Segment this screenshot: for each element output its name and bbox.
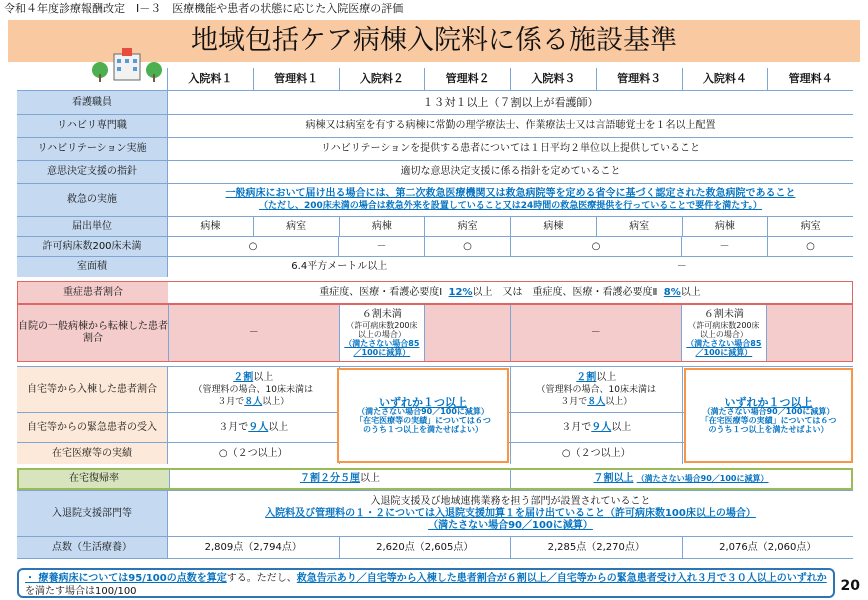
- unit-cell: 病棟: [167, 217, 253, 236]
- row-label: 自宅等からの緊急患者の受入: [17, 413, 167, 442]
- breadcrumb: 令和４年度診療報酬改定 Ⅰ－３ 医療機能や患者の状態に応じた入院医療の評価: [4, 2, 404, 15]
- transfer-sub4: ／100に減算）: [695, 348, 753, 357]
- col-header: 入院料４: [682, 68, 768, 90]
- home-care-value: ○（２つ以上）: [510, 443, 682, 464]
- discharge-l1: 入退院支援及び地域連携業務を担う部門が設置されていること: [370, 495, 651, 507]
- return-b: 以上: [360, 473, 380, 484]
- room-left: 6.4平方メートル以上: [167, 257, 511, 277]
- either-s3: のうち１つ以上を満たせばよい）: [363, 424, 483, 434]
- either-s2: 「在宅医療等の実績」については６つ: [700, 415, 837, 425]
- transfer-sub2: 以上の場合）: [357, 330, 406, 339]
- unit-cell: 病室: [767, 217, 853, 236]
- row-label: 重症患者割合: [18, 282, 168, 303]
- row-label: 看護職員: [17, 91, 167, 114]
- accept-c: 以上: [268, 421, 289, 433]
- col-header: 管理料３: [596, 68, 682, 90]
- accept-c: 以上: [611, 421, 632, 433]
- unit-cell: 病室: [253, 217, 339, 236]
- beds-cell: ○: [167, 237, 338, 256]
- col-header: 管理料１: [253, 68, 339, 90]
- home-note3: ８人: [244, 396, 263, 407]
- foot-d: を満たす場合は100/100: [25, 586, 137, 597]
- home-note2: ３月で: [560, 396, 588, 407]
- home-note4: 以上）: [605, 396, 633, 407]
- discharge-l2: 入院料及び管理料の１・２については入退院支援加算１を届け出ていること（許可病床数100床以上の場合）: [265, 507, 756, 519]
- rehab-impl-value: リハビリテーションを提供する患者については１日平均２単位以上提供していること: [167, 138, 853, 160]
- either-main: いずれか１つ以上: [379, 395, 467, 409]
- transfer-empty: [766, 305, 852, 361]
- transfer-sub2: 以上の場合）: [699, 330, 748, 339]
- transfer-sub1: （許可病床数200床: [346, 321, 418, 330]
- discharge-l3: （満たさない場合90／100に減算）: [428, 519, 593, 531]
- row-label: 届出単位: [17, 217, 167, 236]
- accept-a: ３月で: [218, 421, 249, 433]
- points-cell: 2,809点（2,794点）: [167, 537, 339, 558]
- room-right: －: [676, 261, 687, 272]
- row-label: 許可病床数200床未満: [17, 237, 167, 256]
- home-care-value: ○（２つ以上）: [167, 443, 339, 464]
- accept-b: ９人: [248, 421, 269, 433]
- home-main2: 以上: [596, 371, 617, 383]
- col-header: 管理料４: [767, 68, 853, 90]
- either-s1: （満たさない場合90／100に減算）: [357, 406, 489, 416]
- beds-cell: ○: [767, 237, 853, 256]
- either-main: いずれか１つ以上: [724, 395, 813, 409]
- return-d: （満たさない場合90／100に減算）: [636, 474, 769, 483]
- beds-cell: －: [338, 237, 424, 256]
- severity-c: 以上 又は 重症度、医療・看護必要度Ⅱ: [472, 286, 658, 298]
- accept-a: ３月で: [561, 421, 592, 433]
- unit-cell: 病棟: [339, 217, 425, 236]
- transfer-main: ６割未満: [361, 309, 402, 320]
- unit-cell: 病室: [596, 217, 682, 236]
- nurse-value: １３対１以上（７割以上が看護師）: [167, 91, 853, 114]
- row-label: 自宅等から入棟した患者割合: [17, 367, 167, 412]
- severity-b: 12%: [448, 286, 473, 298]
- unit-cell: 病棟: [510, 217, 596, 236]
- emergency-line2: （ただし、200床未満の場合は救急外来を設置していること又は24時間の救急医療提供を行っていることで要件を満たす。）: [258, 201, 763, 211]
- page-title: 地域包括ケア病棟入院料に係る施設基準: [8, 20, 860, 62]
- either-s1: （満たさない場合90／100に減算）: [702, 406, 835, 416]
- unit-cell: 病棟: [682, 217, 768, 236]
- page-number: 20: [840, 578, 860, 594]
- home-note2: ３月で: [217, 396, 245, 407]
- home-note3: ８人: [587, 396, 606, 407]
- decision-value: 適切な意思決定支援に係る指針を定めていること: [167, 161, 853, 183]
- transfer-dash: －: [510, 305, 681, 361]
- row-label: 点数（生活療養）: [17, 537, 167, 558]
- beds-cell: －: [681, 237, 767, 256]
- col-header: 入院料１: [167, 68, 253, 90]
- home-main: ２割: [576, 371, 597, 383]
- points-cell: 2,285点（2,270点）: [510, 537, 682, 558]
- row-label: 在宅復帰率: [19, 470, 169, 488]
- row-label: 在宅医療等の実績: [17, 443, 167, 464]
- home-main: ２割: [233, 371, 254, 383]
- row-label: リハビリ専門職: [17, 115, 167, 137]
- either-s2: 「在宅医療等の実績」については６つ: [355, 415, 491, 425]
- home-main2: 以上: [253, 371, 274, 383]
- home-note1: （管理料の場合、10床未満は: [536, 384, 656, 395]
- foot-a: ・ 療養病床については95/100の点数を算定: [25, 573, 227, 584]
- transfer-sub4: ／100に減算）: [353, 348, 411, 357]
- unit-cell: 病室: [424, 217, 510, 236]
- col-header: 入院料３: [510, 68, 596, 90]
- row-label: 救急の実施: [17, 184, 167, 216]
- transfer-dash: －: [168, 305, 339, 361]
- foot-b: する。ただし、: [226, 573, 297, 584]
- col-header: 入院料２: [339, 68, 425, 90]
- points-cell: 2,620点（2,605点）: [339, 537, 511, 558]
- accept-b: ９人: [591, 421, 612, 433]
- severity-d: 8%: [663, 286, 681, 298]
- transfer-sub1: （許可病床数200床: [688, 321, 760, 330]
- severity-a: 重症度、医療・看護必要度Ⅰ: [319, 286, 443, 298]
- transfer-empty: [424, 305, 510, 361]
- rehab-staff-value: 病棟又は病室を有する病棟に常勤の理学療法士、作業療法士又は言語聴覚士を１名以上配置: [167, 115, 853, 137]
- beds-cell: ○: [510, 237, 681, 256]
- either-s3: のうち１つ以上を満たせばよい）: [708, 424, 829, 434]
- row-label: 意思決定支援の指針: [17, 161, 167, 183]
- footnote: [17, 568, 835, 598]
- severity-e: 以上: [680, 286, 701, 298]
- emergency-line1: 一般病床において届け出る場合には、第二次救急医療機関又は救急病院等を定める省令に基づく認定された救急病院であること: [225, 188, 796, 199]
- home-note1: （管理料の場合、10床未満は: [193, 384, 313, 395]
- col-header: 管理料２: [424, 68, 510, 90]
- transfer-main: ６割未満: [703, 309, 744, 320]
- row-label: 自院の一般病棟から転棟した患者割合: [18, 305, 168, 361]
- return-c: ７割以上: [593, 473, 634, 484]
- transfer-sub3: （満たさない場合85: [344, 339, 420, 348]
- foot-c: 救急告示あり／自宅等から入棟した患者割合が６割以上／自宅等からの緊急患者受け入れ３月で３０人以上のいずれか: [296, 573, 827, 584]
- row-label: リハビリテーション実施: [17, 138, 167, 160]
- points-cell: 2,076点（2,060点）: [682, 537, 854, 558]
- row-label: 室面積: [17, 257, 167, 277]
- transfer-sub3: （満たさない場合85: [686, 339, 762, 348]
- home-note4: 以上）: [262, 396, 290, 407]
- row-label: 入退院支援部門等: [17, 491, 167, 536]
- beds-cell: ○: [424, 237, 510, 256]
- return-a: ７割２分５厘: [300, 473, 360, 484]
